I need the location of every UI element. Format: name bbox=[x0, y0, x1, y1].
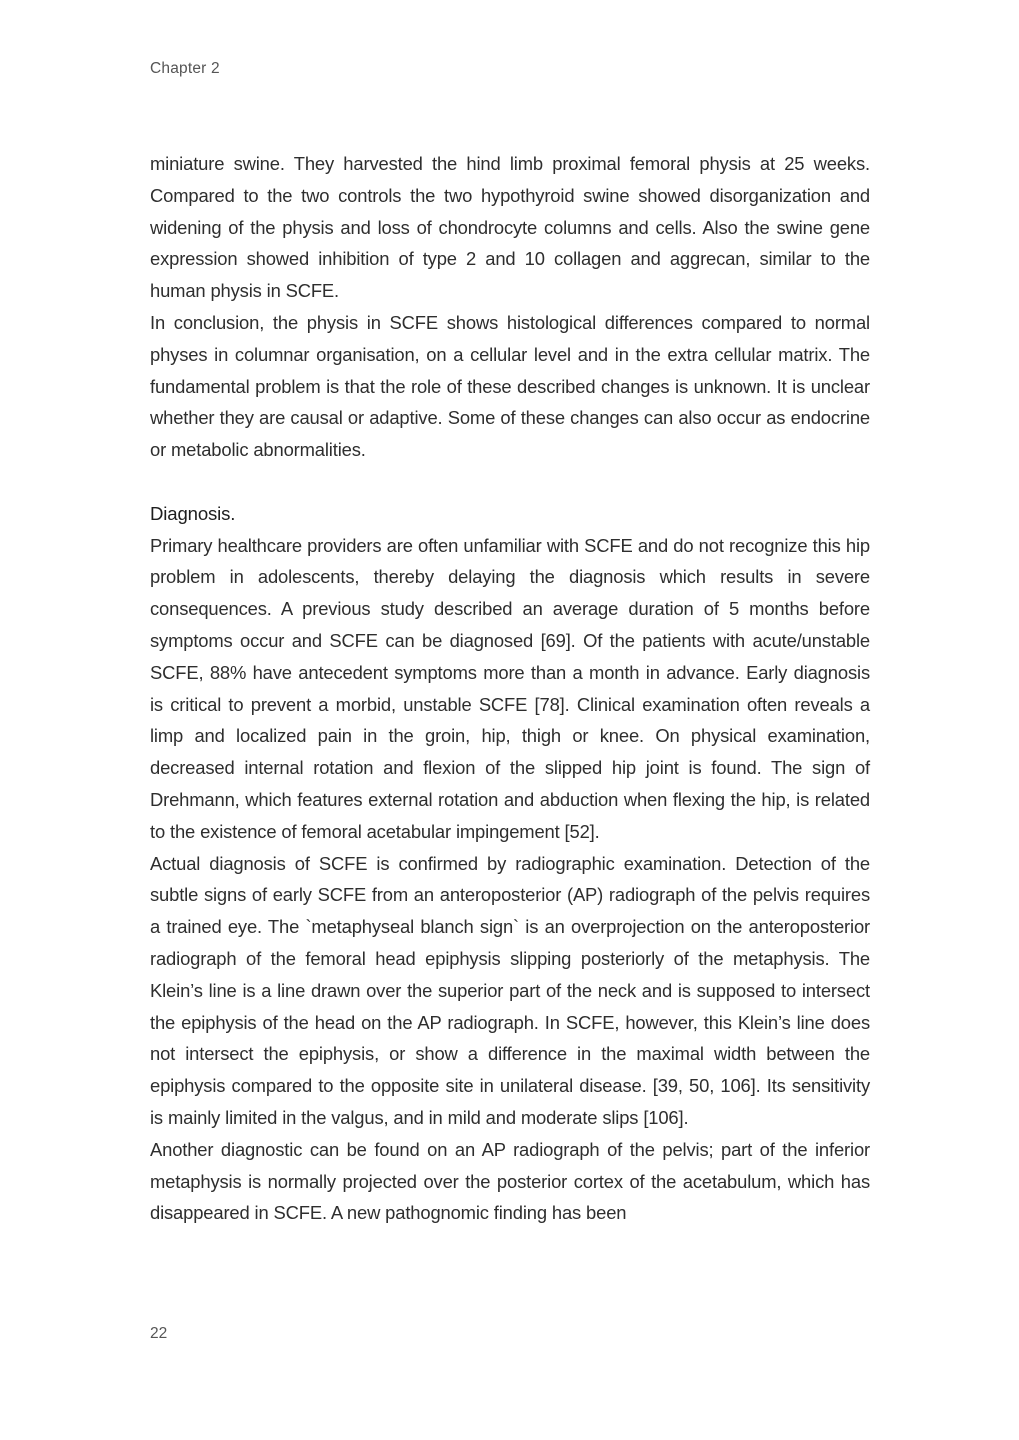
paragraph-conclusion: In conclusion, the physis in SCFE shows histological differences compared to normal physes in columnar organisation, on a cellular level and in the extra cellular matrix. The fundamental problem is that the role of these described changes is unknown. It is unclear whether they are causal or adaptive. Some of these changes can also occur as endocrine or metabolic abnormalities. bbox=[150, 311, 870, 461]
running-head-chapter: Chapter 2 bbox=[150, 60, 220, 77]
paragraph-another-diagnostic: Another diagnostic can be found on an AP radiograph of the pelvis; part of the inferior metaphysis is normally projected over the posterior cortex of the acetabulum, which has disappeared in SCFE. A new pathognomic finding has been bbox=[150, 1138, 870, 1224]
page-body bbox=[150, 148, 870, 1229]
paragraph-swine-study: miniature swine. They harvested the hind limb proximal femoral physis at 25 weeks. Compared to the two controls the two hypothyroid swine showed disorganization and widening of the physis and loss of chondrocyte columns and cells. Also the swine gene expression showed inhibition of type 2 and 10 collagen and aggrecan, similar to the human physis in SCFE. bbox=[150, 153, 870, 302]
section-heading-diagnosis: Diagnosis. bbox=[150, 502, 236, 524]
paragraph-radiographic-diagnosis: Actual diagnosis of SCFE is confirmed by radiographic examination. Detection of the subtle signs of early SCFE from an anteroposterior (AP) radiograph of the pelvis requires a trained eye. The `metaphyseal blanch sign` is an overprojection on the anteroposterior radiograph of the femoral head epiphysis slipping posteriorly of the metaphysis. The Klein’s line is a line drawn over the superior part of the neck and is supposed to intersect the epiphysis of the head on the AP radiograph. In SCFE, however, this Klein’s line does not intersect the epiphysis, or show a difference in the maximal width between the epiphysis compared to the opposite site in unilateral disease. [39, 50, 106]. Its sensitivity is mainly limited in the valgus, and in mild and moderate slips [106]. bbox=[150, 852, 870, 1128]
page-number: 22 bbox=[150, 1325, 168, 1342]
section-spacer bbox=[150, 466, 870, 498]
paragraph-clinical-diagnosis: Primary healthcare providers are often unfamiliar with SCFE and do not recognize this hip problem in adolescents, thereby delaying the diagnosis which results in severe consequences. A previous study described an average duration of 5 months before symptoms occur and SCFE can be diagnosed [69]. Of the patients with acute/unstable SCFE, 88% have antecedent symptoms more than a month in advance. Early diagnosis is critical to prevent a morbid, unstable SCFE [78]. Clinical examination often reveals a limp and localized pain in the groin, hip, thigh or knee. On physical examination, decreased internal rotation and flexion of the slipped hip joint is found. The sign of Drehmann, which features external rotation and abduction when flexing the hip, is related to the existence of femoral acetabular impingement [52]. bbox=[150, 534, 870, 842]
